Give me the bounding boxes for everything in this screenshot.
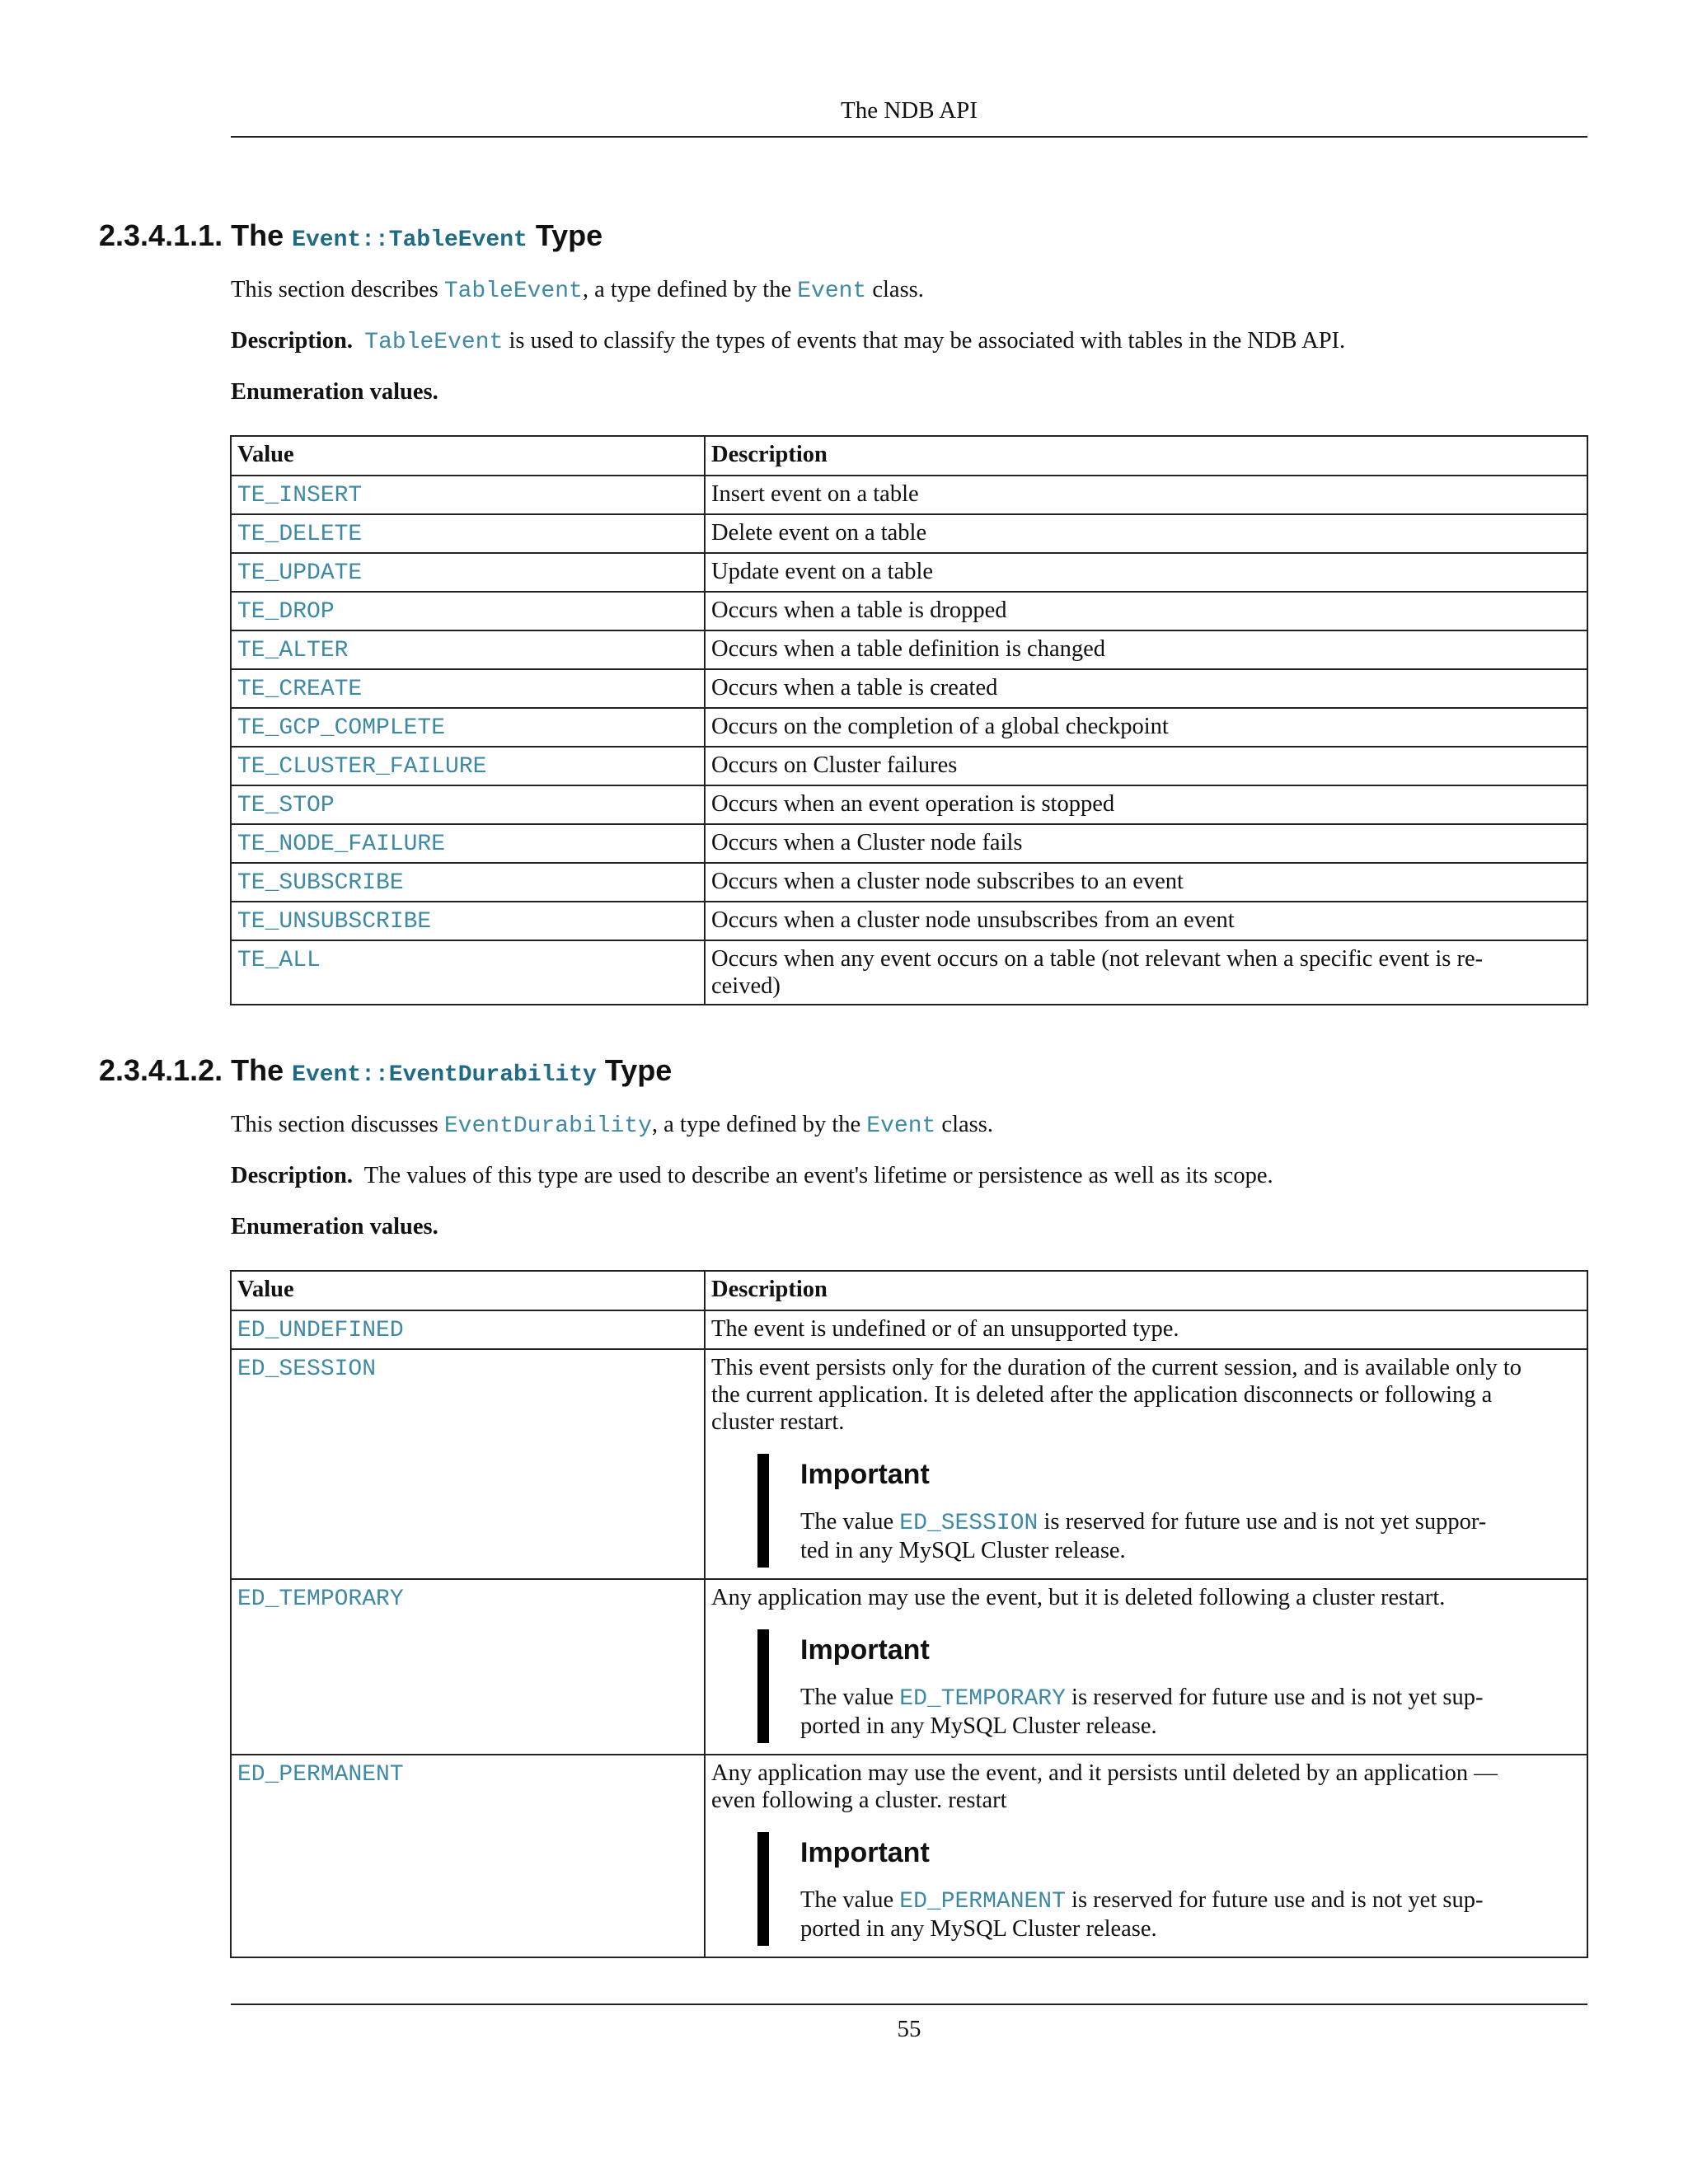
table-row — [231, 863, 1587, 902]
page-number: 55 — [897, 2016, 921, 2042]
note-title: Important — [800, 1634, 930, 1666]
table-row — [231, 669, 1587, 708]
note-body: The value ED_SESSION is reserved for future use and is not yet suppor- ted in any MySQL Cluster release. — [800, 1509, 1487, 1563]
section-number: 2.3.4.1.1. — [99, 218, 223, 252]
code-link-event[interactable]: Event — [797, 279, 867, 304]
enum-description: Occurs when an event operation is stopped — [705, 785, 1587, 824]
section-heading-table-event — [99, 218, 603, 259]
table-row — [231, 553, 1587, 592]
table-row — [231, 824, 1587, 863]
enum-value: TE_GCP_COMPLETE — [237, 715, 446, 741]
code-link-event[interactable]: Event — [866, 1113, 936, 1139]
table-row — [231, 708, 1587, 747]
section-intro: This section describes TableEvent, a type defined by the Event class. — [231, 277, 924, 304]
table-row — [231, 940, 1587, 1005]
enum-description: This event persists only for the duration of the current session, and is available only to the current application. It is deleted after the application disconnects or following a cluster restart. Important The value ED_SESSION is reserved for future use and is not yet suppor- ted in any MySQL Cluster release. — [705, 1349, 1587, 1579]
section-description: Description. TableEvent is used to classify the types of events that may be associated with tables in the NDB API. — [231, 328, 1346, 355]
enum-value: ED_UNDEFINED — [237, 1318, 404, 1343]
section-heading-pre: The — [231, 1053, 284, 1087]
code-link-eventdurability[interactable]: EventDurability — [443, 1113, 652, 1139]
enum-description: Occurs on the completion of a global checkpoint — [705, 708, 1587, 747]
code-link-ed-temporary[interactable]: ED_TEMPORARY — [899, 1686, 1066, 1712]
enum-description: Delete event on a table — [705, 514, 1587, 553]
column-header-value: Value — [231, 436, 705, 476]
enum-description: The event is undefined or of an unsupported type. — [705, 1310, 1587, 1349]
enum-description: Occurs when a table definition is changed — [705, 630, 1587, 669]
enum-value: TE_INSERT — [237, 483, 363, 509]
note-body: The value ED_PERMANENT is reserved for future use and is not yet sup- ported in any MySQL Cluster release. — [800, 1887, 1484, 1942]
table-row — [231, 1349, 1587, 1579]
important-note — [757, 1629, 1582, 1743]
section-heading-code: Event::EventDurability — [292, 1062, 597, 1088]
enum-description: Update event on a table — [705, 553, 1587, 592]
section-heading-event-durability — [99, 1052, 672, 1094]
enum-value: TE_DROP — [237, 599, 335, 625]
enum-value: TE_SUBSCRIBE — [237, 870, 404, 896]
page-header: The NDB API — [841, 97, 978, 124]
enum-value: ED_PERMANENT — [237, 1762, 404, 1788]
enum-value: TE_STOP — [237, 793, 335, 818]
enum-value: TE_UPDATE — [237, 560, 363, 586]
table-header-row — [231, 1271, 1587, 1310]
enum-value: ED_TEMPORARY — [237, 1586, 404, 1612]
enum-value: TE_CLUSTER_FAILURE — [237, 754, 487, 780]
note-body: The value ED_TEMPORARY is reserved for future use and is not yet sup- ported in any MySQL Cluster release. — [800, 1685, 1484, 1739]
enum-value: ED_SESSION — [237, 1357, 377, 1382]
section-heading-post: Type — [535, 218, 603, 252]
enum-description: Occurs when a table is dropped — [705, 592, 1587, 630]
header-rule — [231, 136, 1587, 138]
table-row — [231, 1579, 1587, 1755]
event-durability-enum-table — [230, 1270, 1588, 1958]
enum-description: Any application may use the event, but it is deleted following a cluster restart. Important The value ED_TEMPORARY is reserved for future use and is not yet sup- ported in any MySQL Cluster release. — [705, 1579, 1587, 1755]
code-link-ed-session[interactable]: ED_SESSION — [899, 1511, 1039, 1536]
note-title: Important — [800, 1837, 930, 1868]
table-header-row — [231, 436, 1587, 476]
important-note — [757, 1454, 1582, 1568]
code-link-tableevent-desc[interactable]: TableEvent — [364, 330, 504, 355]
enum-description: Occurs when any event occurs on a table (not relevant when a specific event is re- ceived) — [705, 940, 1587, 1005]
table-event-enum-table — [230, 435, 1588, 1005]
section-number: 2.3.4.1.2. — [99, 1053, 223, 1087]
enum-value: TE_CREATE — [237, 677, 363, 702]
enum-description: Occurs when a table is created — [705, 669, 1587, 708]
table-row — [231, 785, 1587, 824]
enum-value: TE_ALTER — [237, 638, 349, 663]
description-label: Description. — [231, 1163, 354, 1188]
enumeration-label: Enumeration values. — [231, 379, 438, 405]
enum-description: Occurs when a Cluster node fails — [705, 824, 1587, 863]
section-intro: This section discusses EventDurability, a type defined by the Event class. — [231, 1112, 993, 1139]
section-heading-pre: The — [231, 218, 284, 252]
table-row — [231, 592, 1587, 630]
code-link-ed-permanent[interactable]: ED_PERMANENT — [899, 1889, 1066, 1915]
table-row — [231, 1755, 1587, 1957]
description-label: Description. — [231, 328, 354, 354]
table-row — [231, 476, 1587, 514]
enum-value: TE_NODE_FAILURE — [237, 832, 446, 857]
enum-value: TE_ALL — [237, 948, 321, 973]
enum-description: Occurs when a cluster node subscribes to an event — [705, 863, 1587, 902]
column-header-value: Value — [231, 1271, 705, 1310]
table-row — [231, 902, 1587, 940]
enumeration-label: Enumeration values. — [231, 1214, 438, 1240]
enum-value: TE_UNSUBSCRIBE — [237, 909, 432, 935]
table-row — [231, 630, 1587, 669]
section-description: Description. The values of this type are used to describe an event's lifetime or persistence as well as its scope. — [231, 1163, 1273, 1188]
table-row — [231, 747, 1587, 785]
enum-value: TE_DELETE — [237, 522, 363, 547]
important-note — [757, 1832, 1582, 1946]
column-header-description: Description — [705, 436, 1587, 476]
enum-description: Insert event on a table — [705, 476, 1587, 514]
column-header-description: Description — [705, 1271, 1587, 1310]
note-title: Important — [800, 1459, 930, 1490]
enum-description: Any application may use the event, and it persists until deleted by an application — even following a cluster. restart Important The value ED_PERMANENT is reserved for future use and is not yet sup- ported in any MySQL Cluster release. — [705, 1755, 1587, 1957]
enum-description: Occurs when a cluster node unsubscribes from an event — [705, 902, 1587, 940]
code-link-tableevent[interactable]: TableEvent — [443, 279, 583, 304]
table-row — [231, 1310, 1587, 1349]
table-row — [231, 514, 1587, 553]
section-heading-post: Type — [604, 1053, 673, 1087]
footer-rule — [231, 2004, 1587, 2005]
enum-description: Occurs on Cluster failures — [705, 747, 1587, 785]
section-heading-code: Event::TableEvent — [292, 227, 528, 253]
